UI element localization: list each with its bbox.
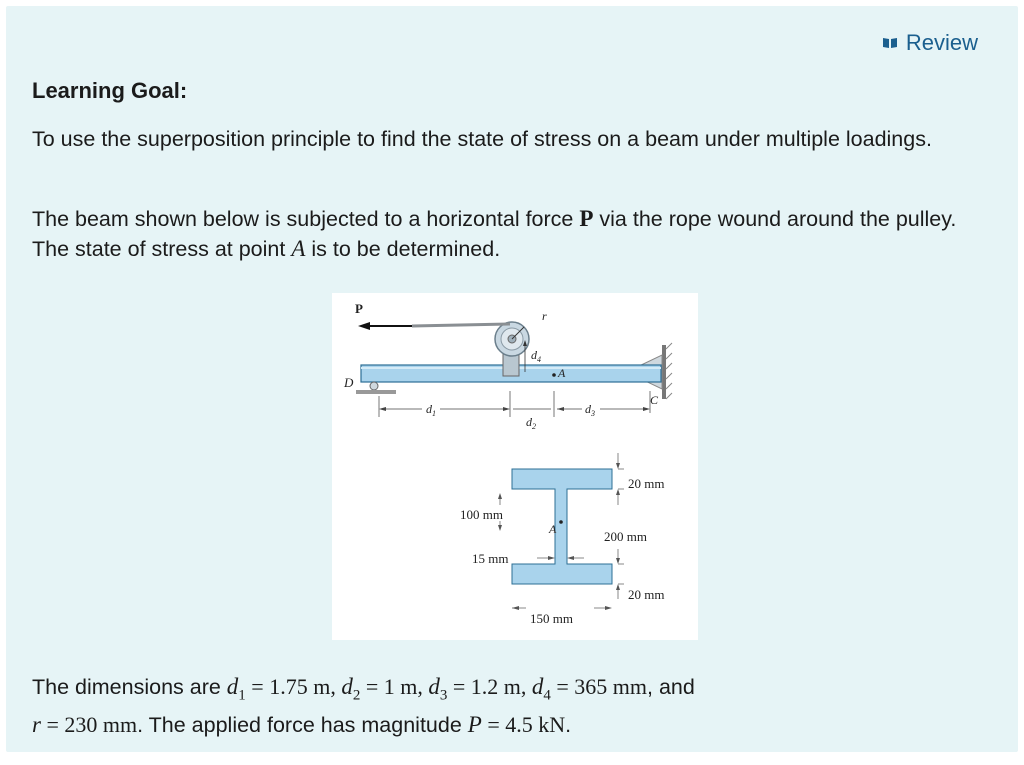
rope <box>412 324 510 326</box>
label-C: C <box>650 393 659 407</box>
learning-goal-text: To use the superposition principle to find the state of stress on a beam under multiple loadings. <box>32 127 932 151</box>
section-point-A <box>559 520 563 524</box>
label-r: r <box>542 309 547 323</box>
label-flange-top: 20 mm <box>628 476 665 491</box>
problem-panel <box>6 6 1018 752</box>
label-d1: $d_1$ <box>426 402 436 418</box>
section-label-A: A <box>549 522 557 536</box>
label-d3: $d_3$ <box>585 402 595 418</box>
problem-intro: The beam shown below is subjected to a horizontal force P via the rope wound around the pulley. The state of stress at point A is to be determined. <box>32 206 957 261</box>
book-icon <box>882 37 898 49</box>
label-web-thickness: 15 mm <box>472 551 509 566</box>
label-offset-A: 100 mm <box>460 507 503 522</box>
label-d4: $d_4$ <box>531 348 541 364</box>
beam-diagram <box>332 293 698 640</box>
roller <box>370 382 378 390</box>
label-flange-width: 150 mm <box>530 611 573 626</box>
label-A: A <box>558 366 566 380</box>
dimensions-text: The dimensions are $d_1 = 1.75$ m, $d_2 = 1$ m, $d_3 = 1.2$ m, $d_4 = 365$ mm, and r = 230 mm. The applied force has magnitude P = 4.5 kN. <box>32 674 695 738</box>
label-D: D <box>344 375 354 390</box>
beam-figure <box>332 293 698 640</box>
ground <box>356 390 396 394</box>
label-web-height: 200 mm <box>604 529 647 544</box>
label-d2: $d_2$ <box>526 415 536 431</box>
review-label: Review <box>905 30 978 55</box>
force-symbol: P <box>579 206 594 231</box>
learning-goal-title: Learning Goal: <box>32 78 188 103</box>
label-P: P <box>355 301 363 316</box>
wall-support <box>662 345 666 399</box>
label-flange-bottom: 20 mm <box>628 587 665 602</box>
review-link[interactable] <box>882 30 978 56</box>
point-symbol: A <box>291 236 306 261</box>
i-beam-section <box>512 469 612 584</box>
point-A <box>552 373 556 377</box>
